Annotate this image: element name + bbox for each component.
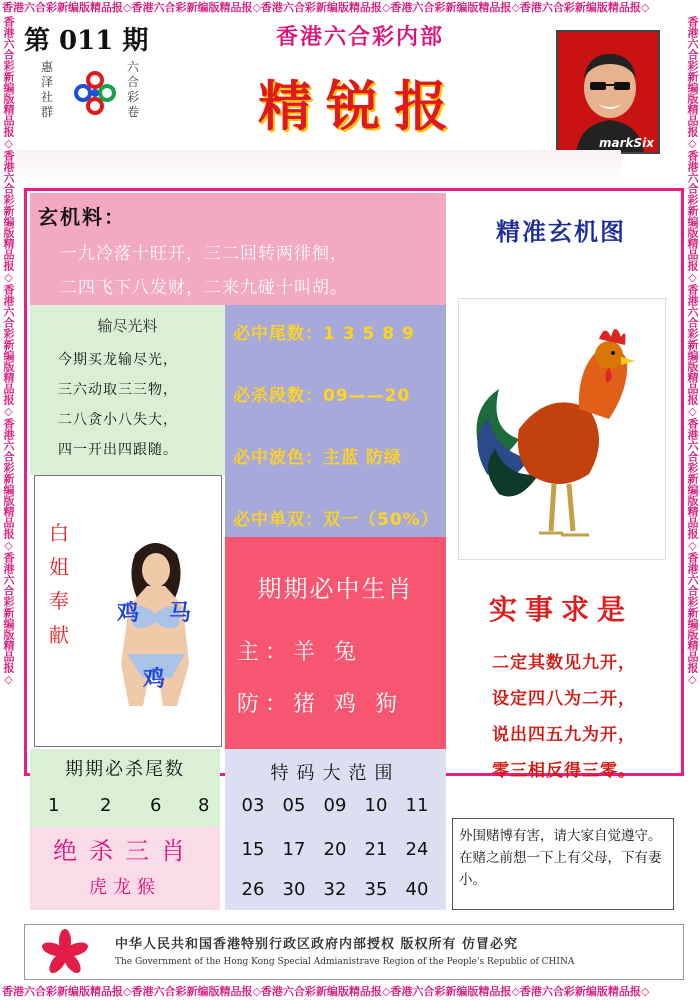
te-ma-panel xyxy=(225,749,446,910)
te-ma-number: 30 xyxy=(282,879,306,900)
footer-banner xyxy=(24,924,684,980)
logo-right-text: 六合彩卷 xyxy=(126,60,139,119)
xuanji-title: 玄机料： xyxy=(38,205,126,229)
slogan-line: 说出四五九为开， xyxy=(492,725,636,745)
zodiac-tag: 马 xyxy=(169,601,192,626)
kill-three-title: 绝杀三肖 xyxy=(53,837,197,865)
slogan-line: 设定四八为二开， xyxy=(492,689,636,709)
featured-image-box xyxy=(34,475,222,747)
te-ma-number: 05 xyxy=(282,795,306,816)
kill-three-panel xyxy=(30,827,220,910)
paper-title: 精锐报 xyxy=(258,74,462,138)
te-ma-number: 20 xyxy=(323,839,347,860)
kill-tail-number: 2 xyxy=(100,795,112,816)
zodiac-guard: 防：猪 鸡 狗 xyxy=(237,692,403,717)
lose-all-panel xyxy=(30,305,225,475)
te-ma-number: 35 xyxy=(364,879,388,900)
zodiac-panel xyxy=(225,537,446,749)
kill-tail-number: 1 xyxy=(48,795,60,816)
poem-line: 三六动取三三物， xyxy=(58,382,178,398)
lose-all-title: 输尽光料 xyxy=(97,317,158,335)
dedication-char: 献 xyxy=(49,623,69,647)
dedication-char: 奉 xyxy=(49,589,69,613)
poem-line: 二八贪小八失大， xyxy=(58,412,178,428)
border-right: 香港六合彩新编版精品报◇香港六合彩新编版精品报◇香港六合彩新编版精品报◇香港六合彩新编版精品报◇香港六合彩新编版精品报◇ xyxy=(686,16,699,686)
zodiac-title: 期期必中生肖 xyxy=(257,575,414,603)
host-portrait xyxy=(556,30,660,154)
te-ma-number: 40 xyxy=(405,879,429,900)
dedication-char: 姐 xyxy=(49,555,69,579)
xuanji-panel xyxy=(30,193,446,305)
poem-line: 四一开出四跟随。 xyxy=(58,442,178,458)
xuanji-line: 二四飞下八发财，二来九碰十叫胡。 xyxy=(60,278,348,298)
logo-left-text: 惠泽社群 xyxy=(40,60,53,119)
lottery-logo-icon xyxy=(70,68,120,118)
te-ma-number: 09 xyxy=(323,795,347,816)
border-left: 香港六合彩新编版精品报◇香港六合彩新编版精品报◇香港六合彩新编版精品报◇香港六合彩新编版精品报◇香港六合彩新编版精品报◇ xyxy=(2,16,15,686)
bauhinia-icon xyxy=(35,927,95,979)
footer-english: The Government of the Hong Kong Special Admianistrave Region of the People's Republic of CHINA xyxy=(115,957,575,967)
footer-chinese: 中华人民共和国香港特别行政区政府内部授权 版权所有 仿冒必究 xyxy=(115,937,519,952)
te-ma-number: 26 xyxy=(241,879,265,900)
gambling-notice: 外围赌博有害，请大家自觉遵守。在赌之前想一下上有父母，下有妻小。 xyxy=(452,818,674,910)
pick-odd-even: 必中单双：双一（50%） xyxy=(233,510,439,530)
zodiac-tag: 鸡 xyxy=(143,667,166,692)
publisher-logo xyxy=(40,60,150,130)
te-ma-number: 17 xyxy=(282,839,306,860)
kill-three-animals: 虎龙猴 xyxy=(89,877,161,898)
zodiac-tag: 鸡 xyxy=(117,601,140,626)
xuanji-line: 一九冷落十旺开，三二回转两徘徊， xyxy=(60,244,348,264)
te-ma-number: 21 xyxy=(364,839,388,860)
portrait-brand: markSix xyxy=(599,136,654,150)
zodiac-main: 主：羊 兔 xyxy=(237,640,362,665)
border-top: 香港六合彩新编版精品报◇香港六合彩新编版精品报◇香港六合彩新编版精品报◇香港六合彩新编版精品报◇香港六合彩新编版精品报◇ xyxy=(2,1,650,14)
pick-segment: 必杀段数：09——20 xyxy=(233,386,411,406)
dedication-text xyxy=(49,516,69,652)
pick-color: 必中波色：主蓝 防绿 xyxy=(233,448,402,468)
te-ma-number: 11 xyxy=(405,795,429,816)
dedication-char: 白 xyxy=(49,521,69,545)
te-ma-title: 特码大范围 xyxy=(270,763,401,784)
paper-subtitle: 香港六合彩内部 xyxy=(275,24,444,50)
poem-line: 今期买龙输尽光， xyxy=(58,352,178,368)
pick-tail: 必中尾数：1 3 5 8 9 xyxy=(233,324,415,344)
kill-tail-number: 8 xyxy=(198,795,210,816)
mystic-chart-title: 精准玄机图 xyxy=(496,217,626,246)
te-ma-number: 24 xyxy=(405,839,429,860)
kill-tail-title: 期期必杀尾数 xyxy=(65,759,185,780)
must-hit-panel xyxy=(225,305,446,537)
header-divider xyxy=(16,150,621,186)
te-ma-number: 15 xyxy=(241,839,265,860)
kill-tail-panel xyxy=(30,749,220,827)
te-ma-number: 10 xyxy=(364,795,388,816)
rooster-image xyxy=(459,299,665,559)
slogan-line: 零三相反得三零。 xyxy=(492,761,636,781)
mystic-chart-image xyxy=(458,298,666,560)
border-bottom: 香港六合彩新编版精品报◇香港六合彩新编版精品报◇香港六合彩新编版精品报◇香港六合彩新编版精品报◇香港六合彩新编版精品报◇ xyxy=(2,985,650,998)
kill-tail-number: 6 xyxy=(150,795,162,816)
issue-number: 第 011 期 xyxy=(24,26,149,56)
te-ma-number: 03 xyxy=(241,795,265,816)
slogan: 实事求是 xyxy=(488,593,633,626)
slogan-line: 二定其数见九开， xyxy=(492,653,636,673)
te-ma-number: 32 xyxy=(323,879,347,900)
